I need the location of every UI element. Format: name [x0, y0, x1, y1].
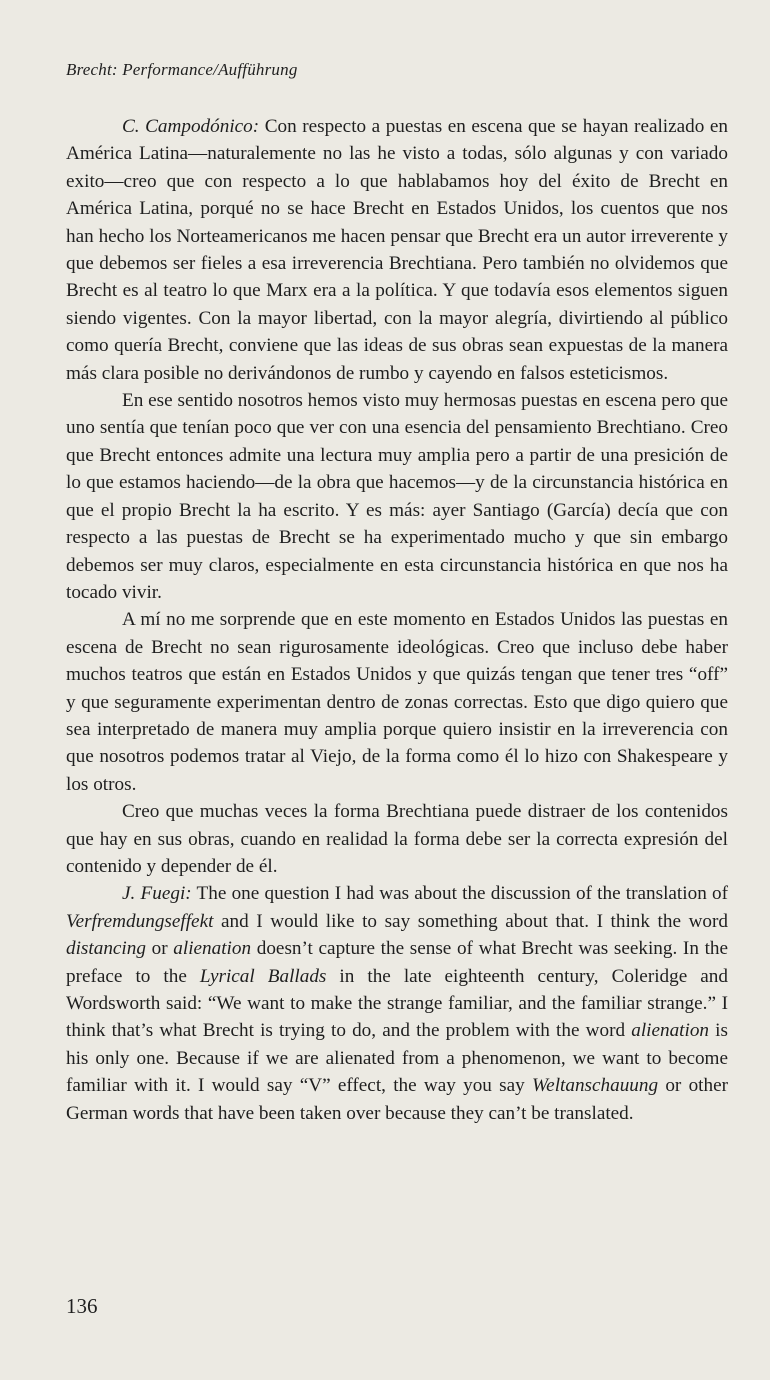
text-run: and I would like to say something about that. I think the word — [213, 910, 728, 932]
text-run: The one question I had was about the discussion of the translation of — [191, 883, 728, 905]
text-run: En ese sentido nosotros hemos visto muy hermosas puestas en escena pero que uno sentía que tenían poco que ver con una esencia del pensamiento Brechtiano. Creo que Brecht entonces admite una lectura muy amplia pero a partir de una presición de lo que estamos haciendo—de la obra que hacemos—y de la circunstancia histórica en que el propio Brecht la ha escrito. Y es más: ayer Santiago (García) decía que con respecto a las puestas de Brecht se ha experimentado mucho y que sin embargo debemos ser muy claros, especialmente en esta circunstancia histórica en que nos ha tocado vivir. — [66, 390, 728, 603]
text-run: A mí no me sorprende que en este momento en Estados Unidos las puestas en escena de Brecht no sean rigurosamente ideológicas. Creo que incluso debe haber muchos teatros que están en Estados Unidos y que quizás tengan que tener tres “off” y que seguramente experimentan dentro de zonas correctas. Esto que digo quiero que sea interpretado de manera muy amplia porque quiero insistir en la irreverencia con que nosotros podemos tratar al Viejo, de la forma como él lo hizo con Shakespeare y los otros. — [66, 609, 728, 795]
text-run: or — [145, 938, 174, 960]
speaker-name: J. Fuegi: — [122, 883, 192, 905]
text-run: doesn’t capture the sense of what Brecht was seeking. In the preface to the — [66, 938, 729, 987]
text-run: Con respecto a puestas en escena que se hayan realizado en América Latina—naturalemente no las he visto a todas, sólo algunas y con variado exito—creo que con respecto a lo que hablabamos hoy del éxito de Brecht en América Latina, porqué no se hace Brecht en Estados Unidos, los cuentos que nos han hecho los Norteamericanos me hacen pensar que Brecht era un autor irreverente y que debemos ser fieles a esa irreverencia Brechtiana. Pero también no olvidemos que Brecht es al teatro lo que Marx era a la política. Y que todavía esos elementos siguen siendo vigentes. Con la mayor libertad, con la mayor alegría, divirtiendo al público como quería Brecht, conviene que las ideas de sus obras sean expuestas de la manera más clara posible no derivándonos de rumbo y cayendo en falsos esteticismos. — [66, 116, 728, 384]
text-run: in the late eighteenth century, Coleridge and Wordsworth said: “We want to make the strange familiar, and the familiar strange.” I think that’s what Brecht is trying to do, and the problem with the word — [66, 965, 728, 1042]
body-text — [66, 113, 728, 1127]
paragraph — [66, 798, 728, 880]
text-run: is his only one. Because if we are alienated from a phenomenon, we want to become familiar with it. I would say “V” effect, the way you say — [66, 1020, 728, 1097]
italic-term: alienation — [631, 1020, 710, 1042]
page-number: 136 — [66, 1294, 98, 1318]
italic-term: Weltanschauung — [531, 1075, 659, 1097]
text-run: or other German words that have been taken over because they can’t be translated. — [66, 1075, 728, 1124]
italic-term: distancing — [66, 938, 146, 960]
italic-term: Lyrical Ballads — [199, 965, 327, 987]
italic-term: alienation — [173, 938, 252, 960]
paragraph — [66, 113, 728, 387]
text-run: Creo que muchas veces la forma Brechtiana puede distraer de los contenidos que hay en sus obras, cuando en realidad la forma debe ser la correcta expresión del contenido y depender de él. — [66, 801, 728, 877]
running-head: Brecht: Performance/Aufführung — [66, 60, 298, 79]
paragraph — [66, 387, 728, 606]
italic-term: Verfremdungseffekt — [66, 910, 214, 932]
speaker-name: C. Campodónico: — [122, 116, 260, 137]
paragraph — [66, 880, 728, 1127]
paragraph — [66, 606, 728, 798]
